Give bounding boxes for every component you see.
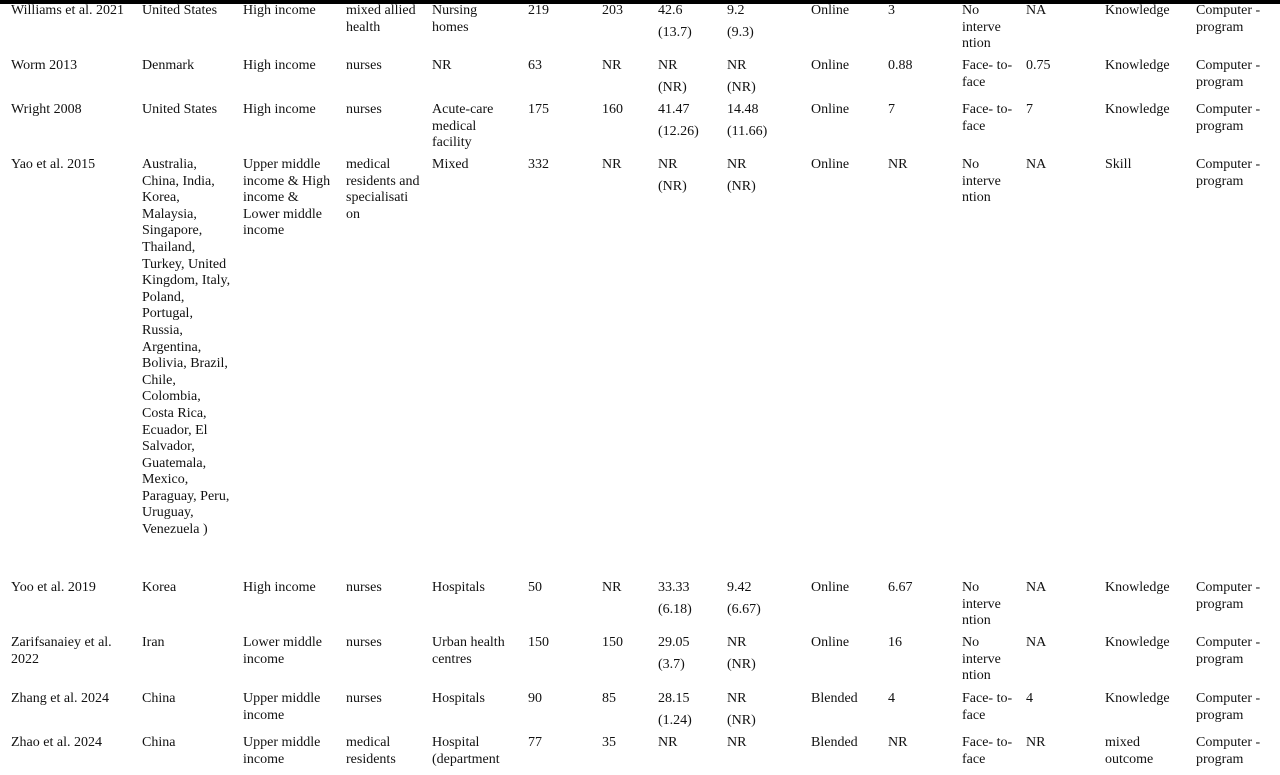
outcome-text: Knowledge [1105,102,1170,117]
delivery-cell [1185,580,1280,635]
n-total-text: 219 [528,3,549,18]
participants-cell [335,102,421,157]
country-text: United States [142,102,218,117]
duration-text: 3 [888,3,895,18]
outcome-text: Skill [1105,157,1132,172]
outcome-cell [1094,691,1185,735]
participants-cell [335,58,421,102]
n-total-text: 175 [528,102,549,117]
table-row [0,102,1280,157]
mode-text: Online [811,102,850,117]
experience-value: 14.48 [727,102,759,117]
comparator-duration-cell [1015,691,1094,735]
participants-text: nurses [346,102,382,117]
comparator-text: No interve ntion [962,3,1001,52]
n-analysed-text: 150 [602,635,623,650]
outcome-cell [1094,157,1185,580]
age-value: NR [658,735,678,750]
comparator-duration-cell [1015,580,1094,635]
income-cell [232,3,335,58]
mode-text: Online [811,58,850,73]
experience-value: NR [727,157,747,172]
country-text: China [142,691,176,706]
age-cell [647,58,716,102]
setting-cell [421,157,517,580]
setting-cell [421,635,517,691]
age-value: NR [658,58,678,73]
age-sd: (13.7) [658,24,692,40]
age-cell [647,3,716,58]
experience-cell [716,102,800,157]
age-cell [647,735,716,775]
participants-text: nurses [346,635,382,650]
participants-text: medical residents [346,735,396,767]
experience-sd: (NR) [727,712,756,728]
country-cell [131,735,232,775]
comparator-duration-text: NA [1026,157,1047,172]
study-text: Yao et al. 2015 [11,157,96,172]
income-text: High income [243,102,316,117]
age-sd: (NR) [658,178,687,194]
n-total-text: 332 [528,157,549,172]
age-sd: (12.26) [658,123,699,139]
experience-cell [716,3,800,58]
delivery-text: Computer -program [1196,691,1261,723]
study-cell [0,580,131,635]
experience-value: 9.2 [727,3,745,18]
duration-cell [877,157,951,580]
delivery-text: Computer -program [1196,580,1261,612]
age-sd: (6.18) [658,601,692,617]
setting-text: Hospitals [432,580,485,595]
comparator-duration-text: NA [1026,3,1047,18]
study-cell [0,735,131,775]
country-cell [131,580,232,635]
experience-sd: (NR) [727,79,756,95]
setting-text: NR [432,58,452,73]
n-analysed-cell [591,58,647,102]
outcome-text: Knowledge [1105,580,1170,595]
n-total-text: 150 [528,635,549,650]
comparator-cell [951,691,1015,735]
study-cell [0,58,131,102]
participants-text: nurses [346,691,382,706]
comparator-duration-cell [1015,102,1094,157]
age-cell [647,102,716,157]
duration-text: 6.67 [888,580,913,595]
delivery-cell [1185,3,1280,58]
age-sd: (NR) [658,79,687,95]
duration-cell [877,3,951,58]
n-analysed-text: 203 [602,3,623,18]
comparator-cell [951,157,1015,580]
study-text: Zarifsanaiey et al. 2022 [11,635,112,667]
outcome-text: Knowledge [1105,58,1170,73]
experience-cell [716,58,800,102]
delivery-cell [1185,691,1280,735]
duration-text: 7 [888,102,895,117]
setting-text: Nursing homes [432,3,478,35]
n-total-cell [517,735,591,775]
comparator-duration-cell [1015,635,1094,691]
n-analysed-cell [591,635,647,691]
income-text: High income [243,580,316,595]
duration-text: 4 [888,691,895,706]
participants-text: nurses [346,58,382,73]
experience-sd: (NR) [727,656,756,672]
setting-cell [421,102,517,157]
income-cell [232,635,335,691]
study-cell [0,3,131,58]
country-cell [131,635,232,691]
n-total-text: 63 [528,58,542,73]
mode-cell [800,3,877,58]
comparator-text: No interve ntion [962,157,1001,206]
income-cell [232,735,335,775]
income-cell [232,691,335,735]
age-cell [647,691,716,735]
setting-cell [421,580,517,635]
n-total-text: 77 [528,735,542,750]
table-row [0,691,1280,735]
participants-cell [335,580,421,635]
table-row [0,157,1280,580]
comparator-duration-cell [1015,58,1094,102]
mode-text: Blended [811,735,858,750]
country-cell [131,3,232,58]
study-text: Wright 2008 [11,102,82,117]
age-value: 33.33 [658,580,690,595]
mode-text: Online [811,3,850,18]
country-text: China [142,735,176,750]
age-cell [647,580,716,635]
experience-sd: (11.66) [727,123,768,139]
comparator-duration-cell [1015,3,1094,58]
delivery-text: Computer -program [1196,635,1261,667]
duration-text: 16 [888,635,902,650]
comparator-text: No interve ntion [962,635,1001,684]
setting-text: Mixed [432,157,469,172]
comparator-duration-text: NR [1026,735,1046,750]
setting-cell [421,58,517,102]
outcome-cell [1094,102,1185,157]
experience-value: NR [727,58,747,73]
comparator-cell [951,635,1015,691]
comparator-duration-text: 7 [1026,102,1033,117]
n-total-cell [517,58,591,102]
comparator-cell [951,102,1015,157]
country-text: Denmark [142,58,195,73]
n-analysed-text: NR [602,58,622,73]
participants-cell [335,735,421,775]
duration-text: NR [888,157,908,172]
age-value: 42.6 [658,3,683,18]
mode-text: Online [811,580,850,595]
study-text: Zhao et al. 2024 [11,735,102,750]
mode-cell [800,735,877,775]
duration-cell [877,635,951,691]
outcome-text: Knowledge [1105,691,1170,706]
delivery-cell [1185,635,1280,691]
study-cell [0,635,131,691]
outcome-text: Knowledge [1105,635,1170,650]
duration-cell [877,691,951,735]
setting-cell [421,735,517,775]
mode-cell [800,58,877,102]
mode-cell [800,691,877,735]
experience-cell [716,157,800,580]
n-total-text: 50 [528,580,542,595]
outcome-cell [1094,3,1185,58]
experience-cell [716,635,800,691]
country-cell [131,58,232,102]
mode-cell [800,157,877,580]
n-total-text: 90 [528,691,542,706]
table-row [0,735,1280,775]
participants-text: nurses [346,580,382,595]
experience-sd: (6.67) [727,601,761,617]
outcome-cell [1094,635,1185,691]
country-text: Korea [142,580,177,595]
comparator-text: Face- to-face [962,102,1013,134]
mode-text: Blended [811,691,858,706]
comparator-text: Face- to-face [962,735,1013,767]
comparator-cell [951,735,1015,775]
age-sd: (3.7) [658,656,685,672]
n-analysed-text: NR [602,157,622,172]
outcome-cell [1094,58,1185,102]
participants-text: mixed allied health [346,3,416,35]
income-cell [232,157,335,580]
table-row [0,58,1280,102]
n-analysed-cell [591,691,647,735]
delivery-cell [1185,157,1280,580]
experience-value: NR [727,635,747,650]
n-analysed-cell [591,3,647,58]
setting-text: Hospital (department [432,735,500,767]
mode-cell [800,580,877,635]
experience-value: NR [727,691,747,706]
mode-text: Online [811,157,850,172]
participants-cell [335,3,421,58]
age-value: NR [658,157,678,172]
income-text: High income [243,3,316,18]
age-sd: (1.24) [658,712,692,728]
setting-text: Hospitals [432,691,485,706]
delivery-text: Computer -program [1196,3,1261,35]
age-cell [647,157,716,580]
country-text: United States [142,3,218,18]
duration-cell [877,102,951,157]
n-total-cell [517,102,591,157]
comparator-duration-text: 4 [1026,691,1033,706]
mode-cell [800,102,877,157]
participants-cell [335,635,421,691]
income-text: Upper middle income [243,735,321,767]
comparator-text: Face- to-face [962,58,1013,90]
experience-sd: (9.3) [727,24,754,40]
setting-cell [421,3,517,58]
participants-cell [335,157,421,580]
country-text: Australia, China, India, Korea, Malaysia, Singapore, Thailand, Turkey, United Kingdom, Italy, Poland, Portugal, Russia, Argentina, Bolivia, Brazil, Chile, Colombia, Costa Rica, Ecuador, El Salvador, Guatemala, Mexico, Paraguay, Peru, Uruguay, Venezuela ) [142,157,231,538]
study-cell [0,691,131,735]
n-analysed-cell [591,580,647,635]
participants-cell [335,691,421,735]
comparator-duration-cell [1015,735,1094,775]
delivery-text: Computer -program [1196,735,1261,767]
income-text: Lower middle income [243,635,322,667]
delivery-text: Computer -program [1196,157,1261,189]
study-text: Zhang et al. 2024 [11,691,109,706]
comparator-text: No interve ntion [962,580,1001,629]
duration-text: NR [888,735,908,750]
study-text: Williams et al. 2021 [11,3,124,18]
n-analysed-text: 160 [602,102,623,117]
table-row [0,3,1280,58]
n-total-cell [517,3,591,58]
income-cell [232,102,335,157]
age-value: 28.15 [658,691,690,706]
n-total-cell [517,691,591,735]
delivery-cell [1185,102,1280,157]
income-text: Upper middle income & High income & Lower middle income [243,157,331,239]
comparator-text: Face- to-face [962,691,1013,723]
table-row [0,580,1280,635]
experience-cell [716,580,800,635]
study-cell [0,102,131,157]
duration-cell [877,58,951,102]
outcome-cell [1094,735,1185,775]
delivery-cell [1185,58,1280,102]
studies-table [0,3,1280,775]
country-text: Iran [142,635,165,650]
income-cell [232,580,335,635]
comparator-cell [951,580,1015,635]
n-analysed-text: 85 [602,691,616,706]
n-total-cell [517,580,591,635]
experience-value: 9.42 [727,580,752,595]
experience-value: NR [727,735,747,750]
setting-cell [421,691,517,735]
setting-text: Acute-care medical facility [432,102,494,151]
n-total-cell [517,157,591,580]
n-analysed-cell [591,735,647,775]
experience-cell [716,691,800,735]
duration-cell [877,735,951,775]
country-cell [131,691,232,735]
mode-cell [800,635,877,691]
experience-sd: (NR) [727,178,756,194]
delivery-cell [1185,735,1280,775]
comparator-duration-text: NA [1026,580,1047,595]
age-cell [647,635,716,691]
n-analysed-text: 35 [602,735,616,750]
n-analysed-cell [591,102,647,157]
experience-cell [716,735,800,775]
income-text: High income [243,58,316,73]
study-cell [0,157,131,580]
duration-cell [877,580,951,635]
age-value: 41.47 [658,102,690,117]
table-row [0,635,1280,691]
participants-text: medical residents and specialisati on [346,157,420,222]
outcome-cell [1094,580,1185,635]
study-text: Yoo et al. 2019 [11,580,96,595]
comparator-duration-cell [1015,157,1094,580]
income-cell [232,58,335,102]
n-analysed-text: NR [602,580,622,595]
age-value: 29.05 [658,635,690,650]
n-analysed-cell [591,157,647,580]
delivery-text: Computer -program [1196,58,1261,90]
income-text: Upper middle income [243,691,321,723]
comparator-cell [951,58,1015,102]
mode-text: Online [811,635,850,650]
country-cell [131,102,232,157]
outcome-text: mixed outcome [1105,735,1154,767]
duration-text: 0.88 [888,58,913,73]
delivery-text: Computer -program [1196,102,1261,134]
n-total-cell [517,635,591,691]
country-cell [131,157,232,580]
comparator-duration-text: NA [1026,635,1047,650]
setting-text: Urban health centres [432,635,505,667]
outcome-text: Knowledge [1105,3,1170,18]
study-text: Worm 2013 [11,58,78,73]
comparator-cell [951,3,1015,58]
comparator-duration-text: 0.75 [1026,58,1051,73]
